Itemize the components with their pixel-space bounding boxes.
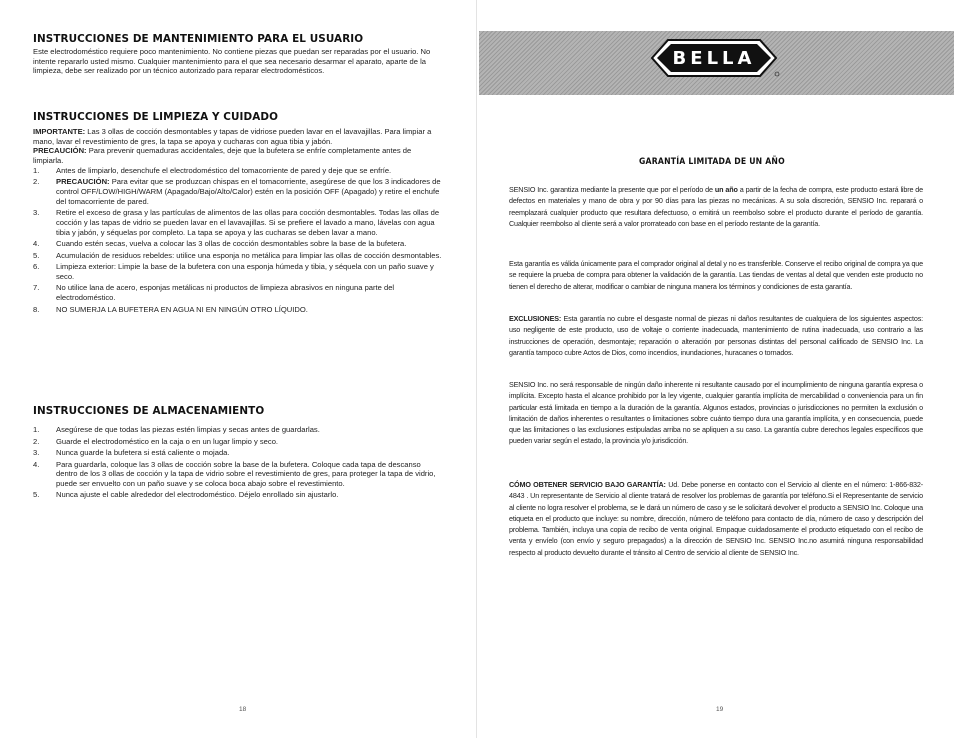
maintenance-title: INSTRUCCIONES DE MANTENIMIENTO PARA EL USUARIO — [33, 33, 364, 45]
list-item: 2. PRECAUCIÓN: Para evitar que se produzcan chispas en el tomacorriente, asegúrese de que los 3 indicadores de control OFF/LOW/HIGH/WARM (Apagado/Bajo/Alto/Calor) estén en la posición OFF (Apagado) y retire el enchufe del tomacorriente de pared. — [33, 177, 441, 206]
right-page — [477, 0, 954, 738]
list-item: 5. Acumulación de residuos rebeldes: utilice una esponja no metálica para limpiar las ollas de cocción desmontables. — [33, 250, 442, 260]
exclusions-paragraph: EXCLUSIONES: Esta garantía no cubre el desgaste normal de piezas ni daños resultantes de cualquiera de los siguientes aspectos: uso negligente de este producto, uso de voltaje o corriente inadecuada, mantenimiento de rutina inadecuada, uso contrario a las instrucciones de operación, desmontaje; reparación o alteración por personas distintas del personal calificado de SENSIO Inc. La garantía tampoco cubre Actos de Dios, como incendios, inundaciones, huracanes o tornados. — [509, 314, 923, 357]
brand-banner — [479, 31, 954, 95]
list-item: 8. NO SUMERJA LA BUFETERA EN AGUA NI EN NINGÚN OTRO LÍQUIDO. — [33, 304, 308, 314]
cleaning-steps — [33, 166, 443, 314]
cleaning-section — [33, 127, 443, 316]
list-item: 4. Cuando estén secas, vuelva a colocar las 3 ollas de cocción desmontables sobre la base de la bufetera. — [33, 239, 407, 249]
service-paragraph: CÓMO OBTENER SERVICIO BAJO GARANTÍA: Ud. Debe ponerse en contacto con el Servicio al cliente en el número: 1-866-832-4843 . Un representante de Servicio al cliente tratará de resolver los problemas de garantía por teléfono.Si el Representante de servicio al cliente no logra resolver el problema, se le dará un número de caso y se le solicitará devolver el producto a SENSIO Inc. Coloque una etiqueta en el producto que incluye: su nombre, dirección, número de teléfono para contacto de día, número de caso y descripción del problema. También, incluya una copia de recibo de venta original. Empaque cuidadosamente el producto etiquetado con el recibo de venta y envíelo (con envío y seguro prepagados) a la dirección de SENSIO Inc. SENSIO Inc.no asumirá ninguna responsabilidad respecto al producto devuelto durante el tránsito al Centro de servicio al cliente de SENSIO Inc. — [509, 480, 923, 557]
caution-text: Para prevenir quemaduras accidentales, deje que la bufetera se enfríe completamente antes de limpiarla. — [33, 146, 412, 166]
caution-label: PRECAUCIÓN: — [33, 146, 87, 156]
list-item: 2. Guarde el electrodoméstico en la caja o en un lugar limpio y seco. — [33, 436, 279, 446]
storage-section — [33, 425, 443, 502]
warranty-title: GARANTÍA LIMITADA DE UN AÑO — [639, 157, 785, 167]
list-item: 1. Asegúrese de que todas las piezas estén limpias y secas antes de guardarlas. — [33, 425, 320, 434]
list-item: 1. Antes de limpiarlo, desenchufe el electrodoméstico del tomacorriente de pared y deje que se enfríe. — [33, 165, 392, 175]
important-note — [33, 127, 443, 146]
maintenance-body: Este electrodoméstico requiere poco mantenimiento. No contiene piezas que puedan ser reparadas por el usuario. No intente repararlo usted mismo. Cualquier mantenimiento para el que sea necesario desarmar el aparato, aparte de la limpieza, debe ser realizado por un técnico autorizado para reparar electrodomésticos. — [33, 47, 431, 76]
list-item: 7. No utilice lana de acero, esponjas metálicas ni productos de limpieza abrasivos en ninguna parte del electrodoméstico. — [33, 283, 395, 303]
list-item: 5. Nunca ajuste el cable alrededor del electrodoméstico. Déjelo enrollado sin ajustarlo. — [33, 490, 339, 500]
caution-note — [33, 146, 443, 165]
list-item: 3. Nunca guarde la bufetera si está caliente o mojada. — [33, 448, 230, 457]
storage-title: INSTRUCCIONES DE ALMACENAMIENTO — [33, 405, 265, 417]
cleaning-title: INSTRUCCIONES DE LIMPIEZA Y CUIDADO — [33, 111, 279, 123]
warranty-paragraph-2: Esta garantía es válida únicamente para el comprador original al detal y no es transferible. Conserve el recibo original de compra ya que se requiere la prueba de compra para obtener la validación de la garantía. Las tiendas de ventas al detal que venden este producto no tienen el derecho de alterar, modificar o cambiar de ninguna manera los términos y condiciones de esta garantía. — [509, 259, 923, 291]
list-item: 4. Para guardarla, coloque las 3 ollas de cocción sobre la base de la bufetera. Coloque cada tapa de descanso dentro de los 3 ollas de cocción y la tapa de vidrio sobre el revestimiento de gres, para proteger la tapa de vidrio, puede ser envuelto con un paño suave y se coloca boca abajo sobre el revestimiento. — [33, 459, 436, 488]
page-number-right: 19 — [716, 706, 724, 713]
important-text: Las 3 ollas de cocción desmontables y tapas de vidriose pueden lavar en el lavavajillas. Para limpiar a mano, lavar el revestimiento de gres, la tapa se apoya y cucharas con agua tibia y jabón. — [33, 127, 432, 146]
bella-logo — [648, 37, 780, 79]
list-item: 6. Limpieza exterior: Limpie la base de la bufetera con una esponja húmeda y tibia, y séquela con un paño suave y seco. — [33, 262, 434, 281]
warranty-paragraph-1: SENSIO Inc. garantiza mediante la presente que por el período de un año a partir de la fecha de compra, este producto estará libre de defectos en materiales y mano de obra y por 90 días para las piezas no mecánicas. A su sola discreción, SENSIO Inc. reparará o reemplazará cualquier producto que resultara defectuoso, o emitirá un reembolso sobre el producto durante el período de garantía. Cualquier reembolso al cliente será a valor prorrateado con base en el período restante de la garantía. — [509, 185, 924, 228]
brand-name: BELLA — [672, 47, 756, 69]
storage-steps — [33, 425, 443, 500]
liability-paragraph: SENSIO Inc. no será responsable de ningún daño inherente ni resultante causado por el incumplimiento de ninguna garantía expresa o implícita. Excepto hasta el alcance prohibido por la ley vigente, cualquier garantía implícita de mercabilidad o conveniencia para un fin particular está limitada en tiempo a la duración de la garantía. Algunos estados, provincias o jurisdicciones no permiten la exclusión o limitación de daños inherentes o resultantes o limitaciones sobre cuánto tiempo dura una garantía implícita, y en consecuencia, puede que las limitaciones o las exclusiones estipuladas arriba no se apliquen a su caso. La garantía cubre derechos legales específicos que pueden variar según el estado, la provincia y/o jurisdicción. — [509, 380, 923, 446]
page-number-left: 18 — [239, 706, 247, 713]
important-label: IMPORTANTE: — [33, 127, 86, 136]
list-item: 3. Retire el exceso de grasa y las partículas de alimentos de las ollas para cocción desmontables. Todas las ollas de cocción y las tapas de vidrio se pueden lavar en el lavavajillas. Si se prefiere el lavado a mano, lávelas con agua tibia y jabón, y séquelas por completo. La tapa se apoya y las cucharas se deben lavar a mano. — [33, 208, 440, 237]
